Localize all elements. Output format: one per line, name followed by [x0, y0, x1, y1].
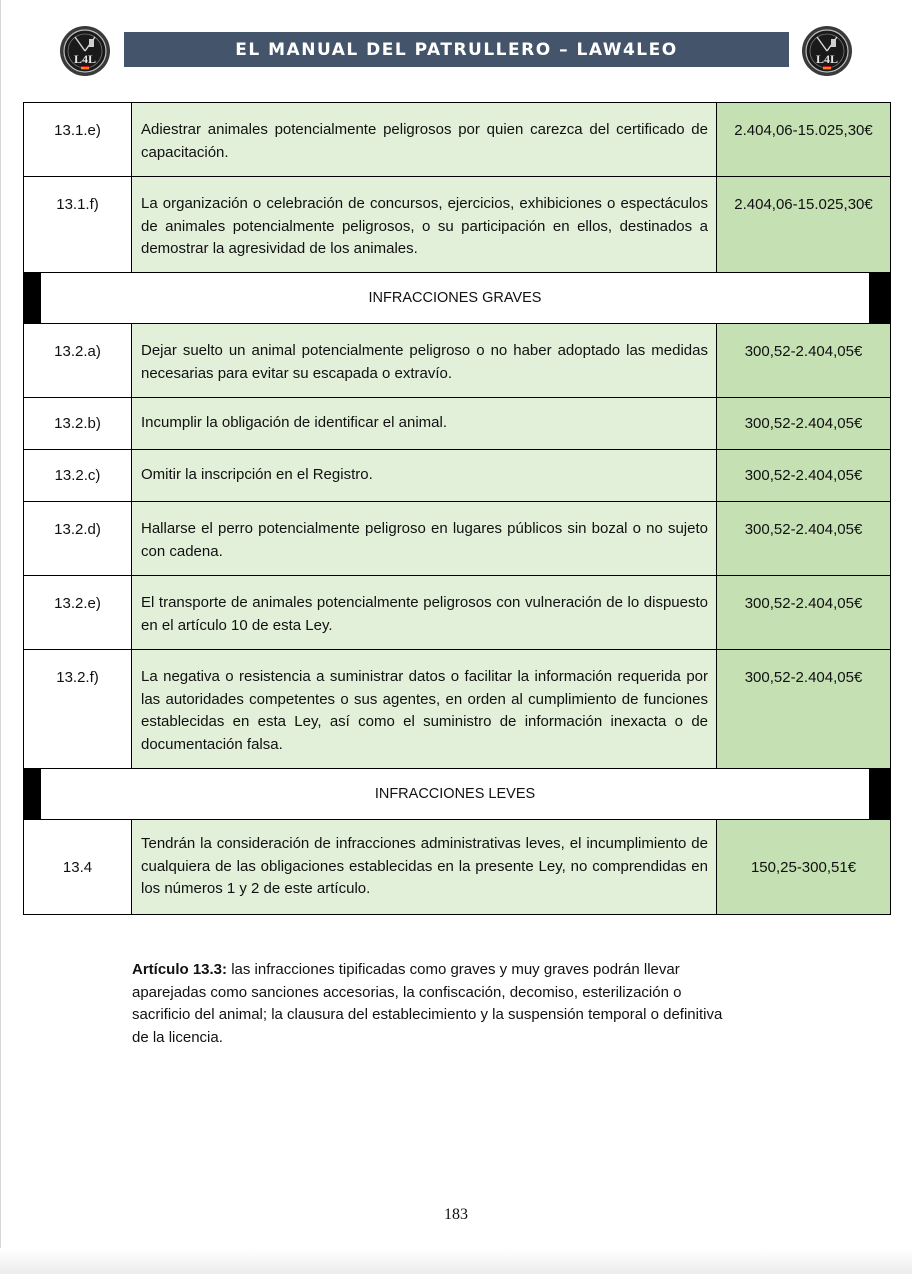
header-title: EL MANUAL DEL PATRULLERO – LAW4LEO	[235, 39, 678, 60]
infraction-description: Adiestrar animales potencialmente peligrosos por quien carezca del certificado de capacitación.	[132, 103, 717, 176]
fine-amount: 300,52-2.404,05€	[717, 576, 890, 649]
svg-text:L4L: L4L	[815, 52, 839, 66]
infraction-code: 13.2.a)	[24, 324, 132, 397]
table-row	[23, 502, 891, 576]
page-number: 183	[444, 1206, 468, 1223]
infraction-code: 13.4	[24, 820, 132, 914]
infraction-code: 13.2.c)	[24, 450, 132, 501]
infraction-description: Tendrán la consideración de infracciones administrativas leves, el incumplimiento de cualquiera de las obligaciones establecidas en la presente Ley, no comprendidas en los números 1 y 2 de este artículo.	[132, 820, 717, 914]
infraction-description: El transporte de animales potencialmente peligrosos con vulneración de lo dispuesto en el artículo 10 de esta Ley.	[132, 576, 717, 649]
table-row	[23, 398, 891, 450]
section-header-graves	[23, 273, 891, 323]
fine-amount: 300,52-2.404,05€	[717, 650, 890, 768]
infraction-description: Omitir la inscripción en el Registro.	[132, 450, 717, 501]
infraction-code: 13.2.f)	[24, 650, 132, 768]
section-title: INFRACCIONES GRAVES	[368, 290, 542, 306]
table-row	[23, 576, 891, 650]
page-edge	[0, 0, 1, 1274]
table-row	[23, 102, 891, 177]
table-row	[23, 450, 891, 502]
article-note	[132, 959, 742, 1049]
fine-amount: 300,52-2.404,05€	[717, 450, 890, 501]
fine-amount: 300,52-2.404,05€	[717, 324, 890, 397]
law4leo-logo-right	[801, 25, 853, 77]
infraction-code: 13.1.e)	[24, 103, 132, 176]
svg-text:L4L: L4L	[73, 52, 97, 66]
fine-amount: 2.404,06-15.025,30€	[717, 177, 890, 272]
infraction-code: 13.2.b)	[24, 398, 132, 449]
fine-amount: 2.404,06-15.025,30€	[717, 103, 890, 176]
section-header-leves	[23, 769, 891, 819]
fine-amount: 150,25-300,51€	[717, 820, 890, 914]
header-title-bar	[124, 32, 789, 67]
infractions-table	[23, 102, 891, 915]
infraction-description: Incumplir la obligación de identificar el animal.	[132, 398, 717, 449]
article-note-label: Artículo 13.3:	[132, 961, 228, 978]
section-title: INFRACCIONES LEVES	[374, 786, 536, 802]
infraction-code: 13.2.e)	[24, 576, 132, 649]
law4leo-logo-left	[59, 25, 111, 77]
table-row	[23, 323, 891, 398]
infraction-description: Hallarse el perro potencialmente peligroso en lugares públicos sin bozal o no sujeto con cadena.	[132, 502, 717, 575]
table-row	[23, 650, 891, 769]
fine-amount: 300,52-2.404,05€	[717, 398, 890, 449]
article-note-text: las infracciones tipificadas como graves y muy graves podrán llevar aparejadas como sanciones accesorias, la confiscación, decomiso, esterilización o sacrificio del animal; la clausura del establecimiento y la suspensión temporal o definitiva de la licencia.	[132, 961, 723, 1046]
fine-amount: 300,52-2.404,05€	[717, 502, 890, 575]
infraction-code: 13.2.d)	[24, 502, 132, 575]
infraction-description: La negativa o resistencia a suministrar datos o facilitar la información requerida por las autoridades competentes o sus agentes, en orden al cumplimiento de funciones establecidas en esta Ley, así como el suministro de información inexacta o de documentación falsa.	[132, 650, 717, 768]
table-row	[23, 819, 891, 915]
infraction-description: La organización o celebración de concursos, ejercicios, exhibiciones o espectáculos de animales potencialmente peligrosos, o su participación en ellos, destinados a demostrar la agresividad de los animales.	[132, 177, 717, 272]
infraction-code: 13.1.f)	[24, 177, 132, 272]
table-row	[23, 177, 891, 273]
infraction-description: Dejar suelto un animal potencialmente peligroso o no haber adoptado las medidas necesarias para evitar su escapada o extravío.	[132, 324, 717, 397]
page-bottom-shadow	[0, 1248, 912, 1274]
